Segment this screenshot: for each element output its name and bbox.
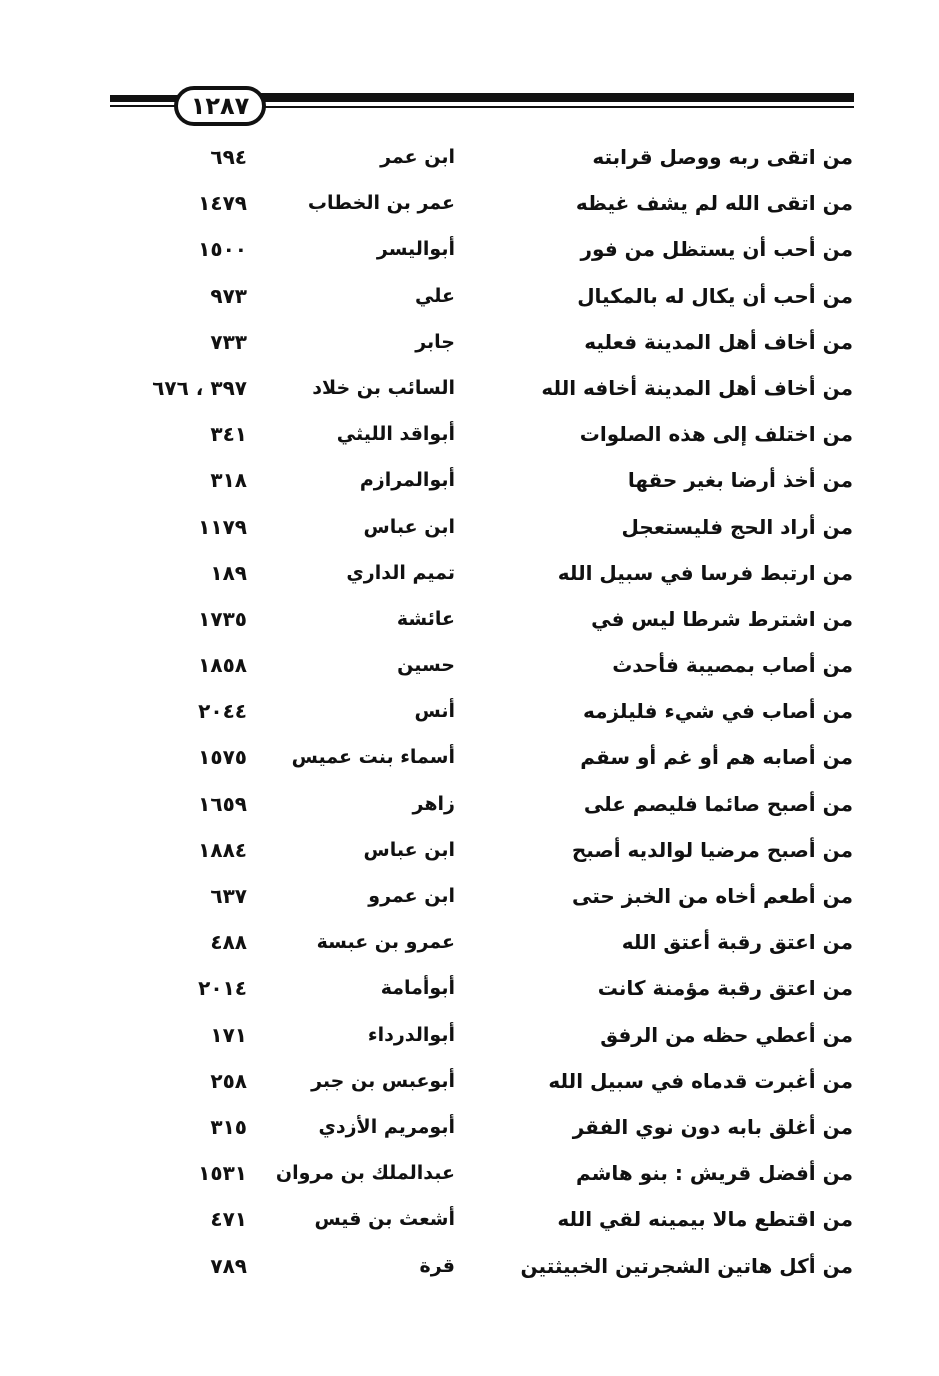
narrator-name: حسين (397, 654, 455, 677)
hadith-opening-phrase: من أصاب في شيء فليلزمه (582, 699, 853, 724)
hadith-number: ١٦٥٩ (198, 791, 247, 816)
page-number-badge (174, 86, 266, 126)
hadith-opening-phrase: من أحب أن يكال له بالمكيال (577, 283, 853, 308)
narrator-name: قرة (419, 1254, 455, 1277)
hadith-opening-phrase: من أكل هاتين الشجرتين الخبيثتين (520, 1253, 853, 1278)
hadith-number: ١٨٨٤ (198, 837, 247, 862)
narrator-name: عمرو بن عبسة (316, 931, 455, 954)
hadith-number: ٤٨٨ (210, 930, 247, 955)
hadith-opening-phrase: من أخذ أرضا بغير حقها (627, 468, 853, 493)
narrator-name: أبومريم الأزدي (318, 1115, 455, 1138)
hadith-number: ٧٣٣ (210, 329, 247, 354)
hadith-opening-phrase: من أخاف أهل المدينة أخافه الله (541, 375, 853, 400)
index-row (0, 1058, 939, 1104)
index-row (0, 919, 939, 965)
index-row (0, 319, 939, 365)
index-row (0, 1104, 939, 1150)
header-rule-thin (260, 106, 854, 108)
narrator-name: ابن عباس (363, 515, 455, 538)
hadith-opening-phrase: من أطعم أخاه من الخبز حتى (571, 884, 853, 908)
index-row (0, 134, 939, 180)
hadith-number: ٢٠١٤ (198, 976, 247, 1001)
hadith-number: ١٧٣٥ (198, 606, 247, 631)
index-row (0, 226, 939, 272)
index-row (0, 596, 939, 642)
index-row (0, 411, 939, 457)
hadith-opening-phrase: من اقتطع مالا بيمينه لقي الله (557, 1207, 853, 1232)
narrator-name: أبواليسر (376, 238, 455, 261)
hadith-number: ٩٧٣ (210, 283, 247, 308)
hadith-index-table (0, 134, 939, 1289)
hadith-number: ٣١٥ (210, 1114, 247, 1139)
hadith-opening-phrase: من أغلق بابه دون نوي الفقر (572, 1114, 853, 1139)
header-rule-thick (260, 93, 854, 102)
narrator-name: أبوالدرداء (367, 1023, 455, 1046)
hadith-number: ١٥٠٠ (198, 237, 247, 262)
hadith-number: ١٨٩ (210, 560, 247, 585)
hadith-opening-phrase: من اختلف إلى هذه الصلوات (579, 422, 853, 447)
hadith-number: ٣٩٧ ، ٦٧٦ (152, 375, 247, 400)
narrator-name: أشعث بن قيس (314, 1208, 455, 1231)
hadith-number: ٢٠٤٤ (198, 699, 247, 724)
index-row (0, 550, 939, 596)
narrator-name: جابر (415, 330, 455, 353)
hadith-opening-phrase: من أراد الحج فليستعجل (621, 514, 853, 539)
index-row (0, 827, 939, 873)
index-row (0, 642, 939, 688)
index-row (0, 504, 939, 550)
hadith-opening-phrase: من أصبح صائما فليصم على (583, 791, 853, 816)
index-row (0, 457, 939, 503)
hadith-opening-phrase: من أصاب بمصيبة فأحدث (612, 653, 853, 678)
hadith-opening-phrase: من اشترط شرطا ليس في (591, 606, 853, 631)
narrator-name: السائب بن خلاد (312, 376, 455, 399)
narrator-name: ابن عمرو (368, 885, 455, 907)
hadith-opening-phrase: من أصبح مرضيا لوالديه أصبح (571, 837, 853, 862)
narrator-name: أسماء بنت عميس (291, 746, 455, 769)
narrator-name: أنس (414, 700, 455, 723)
narrator-name: تميم الداري (346, 561, 455, 584)
narrator-name: أبواقد الليثي (336, 423, 455, 446)
hadith-number: ٢٥٨ (210, 1068, 247, 1093)
hadith-opening-phrase: من اعتق رقبة مؤمنة كانت (597, 976, 853, 1001)
narrator-name: زاهر (412, 792, 455, 815)
hadith-opening-phrase: من أحب أن يستظل من فور (580, 237, 853, 262)
index-row (0, 1012, 939, 1058)
hadith-opening-phrase: من أغبرت قدماه في سبيل الله (548, 1068, 853, 1093)
index-row (0, 873, 939, 919)
index-row (0, 1243, 939, 1289)
index-row (0, 965, 939, 1011)
index-row (0, 273, 939, 319)
hadith-number: ١٧١ (210, 1022, 247, 1047)
narrator-name: ابن عباس (363, 838, 455, 861)
narrator-name: عمر بن الخطاب (307, 192, 455, 215)
hadith-number: ٣١٨ (210, 468, 247, 493)
header-rule-left (110, 95, 180, 102)
page-header (110, 86, 854, 132)
hadith-opening-phrase: من اعتق رقبة أعتق الله (621, 930, 853, 955)
narrator-name: عبدالملك بن مروان (275, 1162, 455, 1185)
narrator-name: أبوالمرازم (359, 469, 455, 492)
header-rule-left-thin (110, 105, 180, 107)
hadith-opening-phrase: من اتقى الله لم يشف غيظه (575, 191, 853, 216)
index-row (0, 1196, 939, 1242)
hadith-opening-phrase: من أفضل قريش : بنو هاشم (576, 1161, 853, 1186)
hadith-opening-phrase: من ارتبط فرسا في سبيل الله (557, 560, 853, 585)
hadith-number: ١١٧٩ (198, 514, 247, 539)
index-row (0, 734, 939, 780)
narrator-name: علي (415, 284, 455, 307)
index-row (0, 781, 939, 827)
hadith-opening-phrase: من أخاف أهل المدينة فعليه (584, 329, 853, 354)
narrator-name: أبوأمامة (380, 977, 455, 1000)
narrator-name: ابن عمر (380, 146, 455, 168)
hadith-number: ٦٣٧ (210, 884, 247, 908)
hadith-opening-phrase: من أعطي حظه من الرفق (600, 1022, 853, 1047)
narrator-name: أبوعبس بن جبر (311, 1069, 455, 1092)
hadith-number: ٣٤١ (210, 422, 247, 447)
hadith-number: ٦٩٤ (210, 145, 247, 169)
hadith-opening-phrase: من أصابه هم أو غم أو سقم (580, 745, 853, 770)
page-number: ١٢٨٧ (190, 92, 250, 120)
index-row (0, 688, 939, 734)
hadith-number: ٧٨٩ (210, 1253, 247, 1278)
index-row (0, 180, 939, 226)
narrator-name: عائشة (396, 607, 455, 630)
hadith-number: ٤٧١ (210, 1207, 247, 1232)
hadith-number: ١٨٥٨ (198, 653, 247, 678)
hadith-number: ١٥٧٥ (198, 745, 247, 770)
index-row (0, 1150, 939, 1196)
index-row (0, 365, 939, 411)
hadith-number: ١٤٧٩ (198, 191, 247, 216)
hadith-number: ١٥٣١ (198, 1161, 247, 1186)
hadith-opening-phrase: من اتقى ربه ووصل قرابته (592, 145, 853, 169)
